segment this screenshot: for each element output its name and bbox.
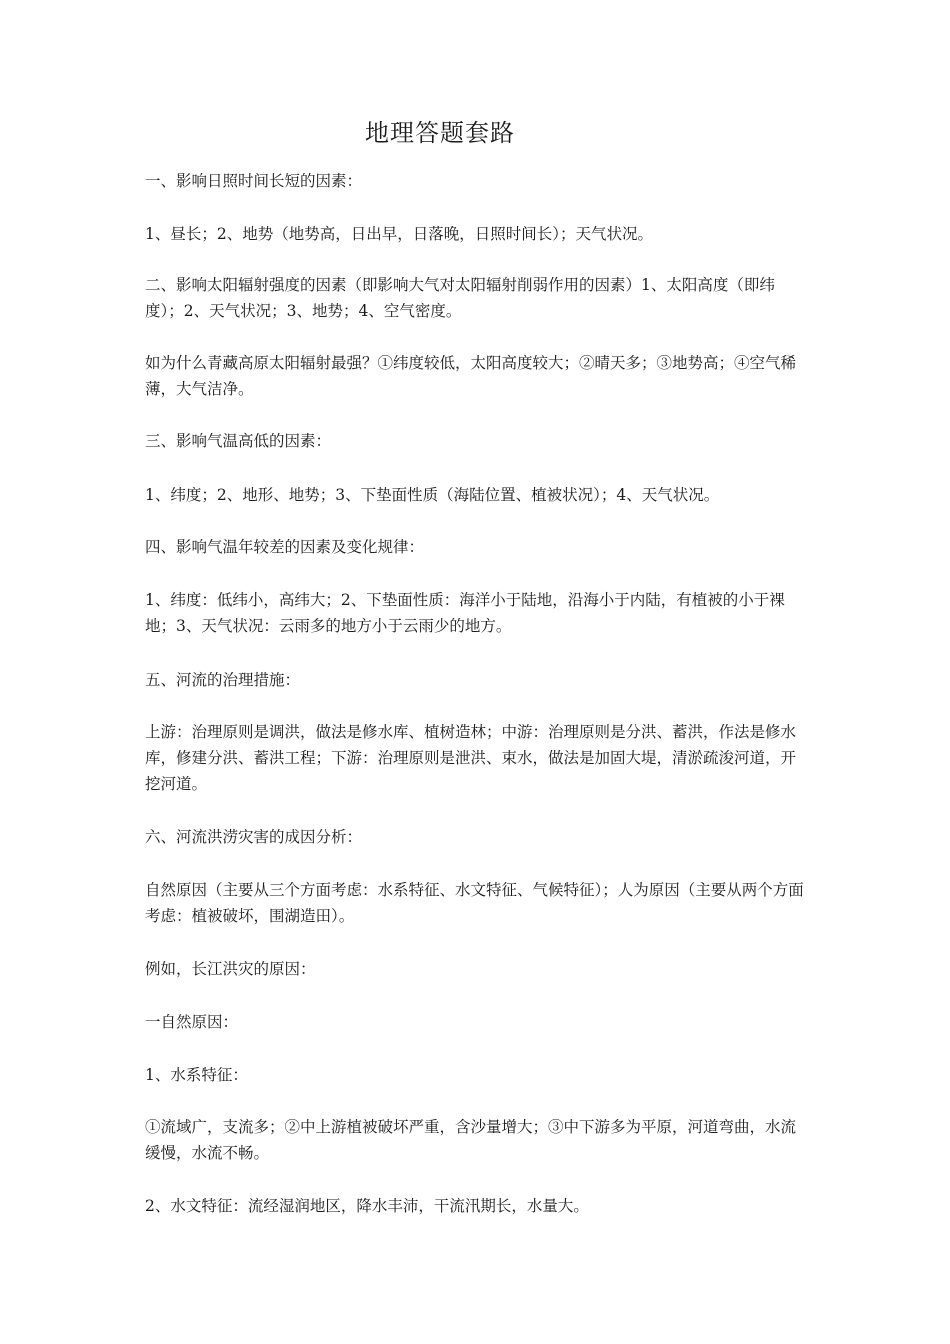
paragraph-3: 1、纬度；2、地形、地势；3、下垫面性质（海陆位置、植被状况）；4、天气状况。: [145, 486, 720, 504]
paragraph-4: 1、纬度：低纬小，高纬大；2、下垫面性质：海洋小于陆地，沿海小于内陆，有植被的小于裸地；3、天气状况：云雨多的地方小于云雨少的地方。: [145, 591, 785, 635]
section-heading-2: 二、影响太阳辐射强度的因素（即影响大气对太阳辐射削弱作用的因素）1、太阳高度（即纬度）；2、天气状况；3、地势；4、空气密度。: [145, 276, 775, 320]
section-heading-4: 四、影响气温年较差的因素及变化规律：: [145, 538, 425, 556]
page-title: 地理答题套路: [365, 119, 515, 147]
section-heading-1: 一、影响日照时间长短的因素：: [145, 172, 363, 190]
water-system-heading: 1、水系特征：: [145, 1066, 248, 1084]
paragraph-6: 自然原因（主要从三个方面考虑：水系特征、水文特征、气候特征）；人为原因（主要从两个方面考虑：植被破坏，围湖造田）。: [145, 881, 804, 925]
hydrology-paragraph: 2、水文特征：流经湿润地区，降水丰沛，干流汛期长，水量大。: [145, 1197, 589, 1215]
section-heading-6: 六、河流洪涝灾害的成因分析：: [145, 828, 363, 846]
section-heading-5: 五、河流的治理措施：: [145, 671, 301, 689]
paragraph-1: 1、昼长；2、地势（地势高，日出早，日落晚，日照时间长）；天气状况。: [145, 225, 653, 243]
paragraph-2: 如为什么青藏高原太阳辐射最强？①纬度较低，太阳高度较大；②晴天多；③地势高；④空气稀薄，大气洁净。: [145, 354, 797, 398]
example-heading: 例如，长江洪灾的原因：: [145, 960, 316, 978]
paragraph-5: 上游：治理原则是调洪，做法是修水库、植树造林；中游：治理原则是分洪、蓄洪，作法是修水库，修建分洪、蓄洪工程；下游：治理原则是泄洪、束水，做法是加固大堤，清淤疏浚河道，开挖河道。: [145, 723, 797, 793]
section-heading-3: 三、影响气温高低的因素：: [145, 432, 332, 450]
water-system-paragraph: ①流域广，支流多；②中上游植被破坏严重，含沙量增大；③中下游多为平原，河道弯曲，水流缓慢，水流不畅。: [145, 1118, 797, 1162]
natural-causes-heading: 一自然原因：: [145, 1013, 239, 1031]
